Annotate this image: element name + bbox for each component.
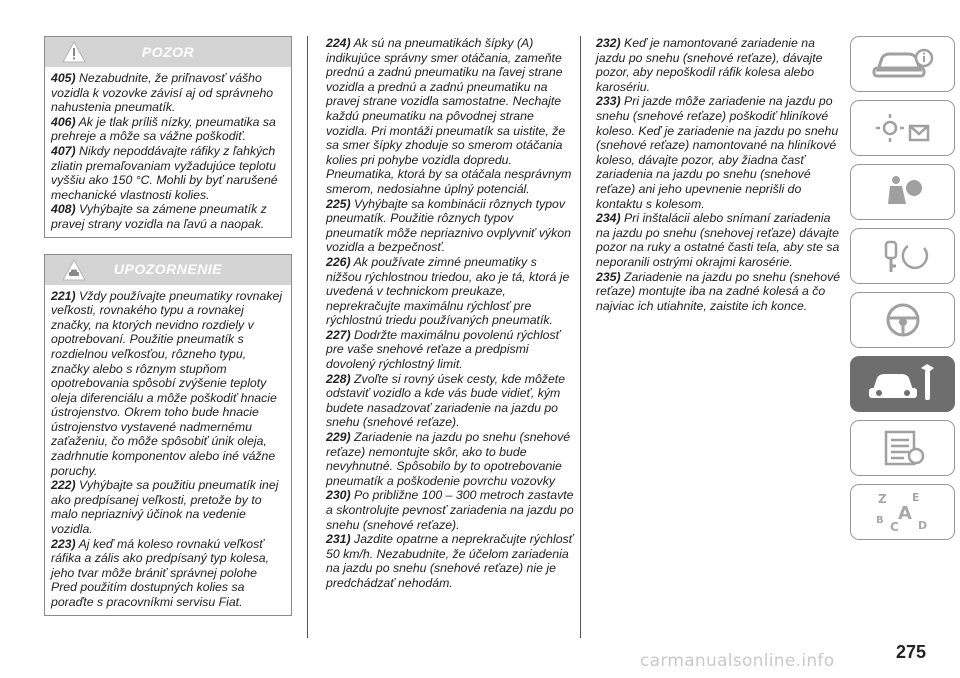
chapter-tab-driving[interactable]	[850, 292, 955, 348]
chapter-tab-specs[interactable]	[850, 420, 955, 476]
note-item: 408) Vyhýbajte sa zámene pneumatík z pravej strany vozidla na ľavú a naopak.	[51, 202, 267, 231]
airbag-safety-icon	[868, 172, 938, 212]
note-item: 228) Zvoľte si rovný úsek cesty, kde môžete odstaviť vozidlo a kde vás bude vidieť, kým budete nasadzovať zariadenie na jazdu po snehu (snehové reťaze).	[326, 371, 566, 430]
car-info-icon	[868, 44, 938, 84]
dashboard-lights-icon	[868, 108, 938, 148]
svg-text:E: E	[911, 491, 920, 504]
svg-text:Z: Z	[877, 492, 887, 506]
chapter-tab-start[interactable]	[850, 228, 955, 284]
car-warning-icon	[61, 257, 87, 283]
note-item: 406) Ak je tlak príliš nízky, pneumatika sa prehreje a môže sa vážne poškodiť.	[51, 114, 276, 144]
pozor-body	[45, 67, 291, 237]
upozornenie-header	[45, 255, 291, 285]
chapter-tab-car-info[interactable]	[850, 36, 955, 92]
note-item: 232) Keď je namontované zariadenie na jazdu po snehu (snehové reťaze), dávajte pozor, aby nepoškodil ráfik kolesa alebo karosériu.	[596, 36, 823, 94]
chapter-tab-index[interactable]	[850, 484, 955, 540]
note-item: 229) Zariadenie na jazdu po snehu (snehové reťaze) nemontujte skôr, ako to bude nevyhnutné. Spôsobilo by to opotrebovanie pneumatík a poškodenie povrchu vozovky	[326, 430, 571, 488]
car-wrench-icon	[863, 362, 943, 406]
note-item: 222) Vyhýbajte sa použitiu pneumatík inej ako predpísanej veľkosti, pretože by to malo nepriaznivý účinok na vedenie vozidla.	[51, 478, 279, 537]
alphabet-index-icon	[868, 489, 938, 535]
warning-icon	[61, 39, 87, 65]
page-number: 275	[896, 642, 927, 662]
svg-text:A: A	[897, 503, 912, 524]
note-item: 227) Dodržte maximálnu povolenú rýchlosť pre vaše snehové reťaze a predpismi dovolený rýchlostný limit.	[326, 327, 561, 372]
note-item: 234) Pri inštalácii alebo snímaní zariadenia na jazdu po snehu (snehovej reťaze) dávajte pozor na ruky a ostatné časti tela, aby ste sa neporanili ostrými okrajmi karosérie.	[596, 211, 840, 269]
note-item: 233) Pri jazde môže zariadenie na jazdu po snehu (snehové reťaze) poškodiť hliníkové koleso. Keď je zariadenie na jazdu po snehu (snehové reťaze) namontované na hliníkové koleso, dávajte pozor, aby žiadna časť zariadenia na jazdu po snehu (snehové reťaze) ani jeho upevnenie neprišli do kontaktu s kolesom.	[596, 94, 839, 211]
svg-text:B: B	[875, 515, 884, 526]
steering-wheel-icon	[868, 300, 938, 340]
note-item: 231) Jazdite opatrne a neprekračujte rýchlosť 50 km/h. Nezabudnite, že účelom zariadenia na jazdu po snehu (snehové reťaze) nie je predchádzať nehodám.	[326, 532, 574, 590]
svg-text:D: D	[917, 519, 927, 532]
column-divider	[580, 36, 581, 638]
note-item: 405) Nezabudnite, že priľnavosť vášho vozidla k vozovke závisí aj od správneho nahustenia pneumatík.	[51, 71, 274, 115]
key-start-icon	[868, 236, 938, 276]
chapter-tab-maintenance[interactable]	[850, 356, 955, 412]
note-item: 223) Aj keď má koleso rovnakú veľkosť ráfika a zális ako predpísaný typ kolesa, jeho tvar môže brániť správnej polohe Pred použitím dostupných kolies sa poraďte s pracovníkmi servisu Fiat.	[51, 536, 270, 609]
pozor-title: POZOR	[141, 43, 195, 60]
right-column	[596, 36, 842, 313]
specs-list-icon	[868, 428, 938, 468]
note-item: 226) Ak používate zimné pneumatiky s nižšou rýchlostnou triedou, ako je tá, ktorá je uvedená v technickom preukaze, neprekračujte maximálnu rýchlosť pre rýchlostnú triedu používaných pneumatík.	[326, 254, 570, 328]
upozornenie-box	[44, 254, 292, 616]
middle-column	[326, 36, 574, 591]
note-item: 235) Zariadenie na jazdu po snehu (snehové reťaze) montujte iba na zadné kolesá a čo najviac ich utiahnite, zaistite ich konce.	[596, 269, 841, 313]
chapter-tab-safety[interactable]	[850, 164, 955, 220]
note-item: 221) Vždy používajte pneumatiky rovnakej veľkosti, rovnakého typu a rovnakej značky, na ktorých nevidno rozdiely v opotrebovaní. Použitie pneumatík s rozdielnou veľkosťou, rôzneho typu, značky alebo s rôznym stupňom opotrebovania spôsobí zvýšenie teploty oleja diferenciálu a môže poškodiť hnacie ústrojenstvo. Okrem toho bude hnacie ústrojenstvo vystavené nadmernému zaťaženiu, čo môže spôsobiť únik oleja, zadrhnutie komponentov alebo iné vážne poruchy.	[51, 288, 283, 478]
note-item: 225) Vyhýbajte sa kombinácii rôznych typov pneumatík. Použitie rôznych typov pneumatík môže nepriaznivo ovplyvniť výkon vozidla a bezpečnosť.	[326, 196, 571, 255]
note-item: 224) Ak sú na pneumatikách šípky (A) indikujúce správny smer otáčania, zameňte prednú a zadnú pneumatiku na ľavej strane vozidla a prednú a zadnú pneumatiku na pravej strane vozidla samostatne. Nechajte každú pneumatiku na pôvodnej strane vozidla. Pri montáži pneumatík sa uistite, že sa smer šípky zhoduje so smerom otáčania kolies pri pohybe vozidla dopredu. Pneumatika, ktorá by sa otáčala nesprávnym smerom, nedosiahne úplný potenciál.	[326, 36, 572, 196]
chapter-tab-dashboard[interactable]	[850, 100, 955, 156]
pozor-header	[45, 37, 291, 67]
watermark: carmanualsonline.info	[640, 651, 835, 671]
svg-text:C: C	[889, 520, 899, 534]
left-column	[44, 36, 292, 616]
chapter-sidebar	[850, 36, 955, 548]
upozornenie-body	[45, 285, 291, 615]
note-item: 407) Nikdy nepoddávajte ráfiky z ľahkých zliatin premaľovaniam vyžadujúce teplotu vyššiu ako 150 °C. Mohli by byť narušené mechanické vlastnosti kolies.	[51, 143, 278, 202]
column-divider	[307, 36, 308, 638]
note-item: 230) Po približne 100 – 300 metroch zastavte a skontrolujte pevnosť zariadenia na jazdu po snehu (snehové reťaze).	[326, 488, 574, 532]
upozornenie-title: UPOZORNENIE	[113, 261, 223, 278]
pozor-box	[44, 36, 292, 238]
